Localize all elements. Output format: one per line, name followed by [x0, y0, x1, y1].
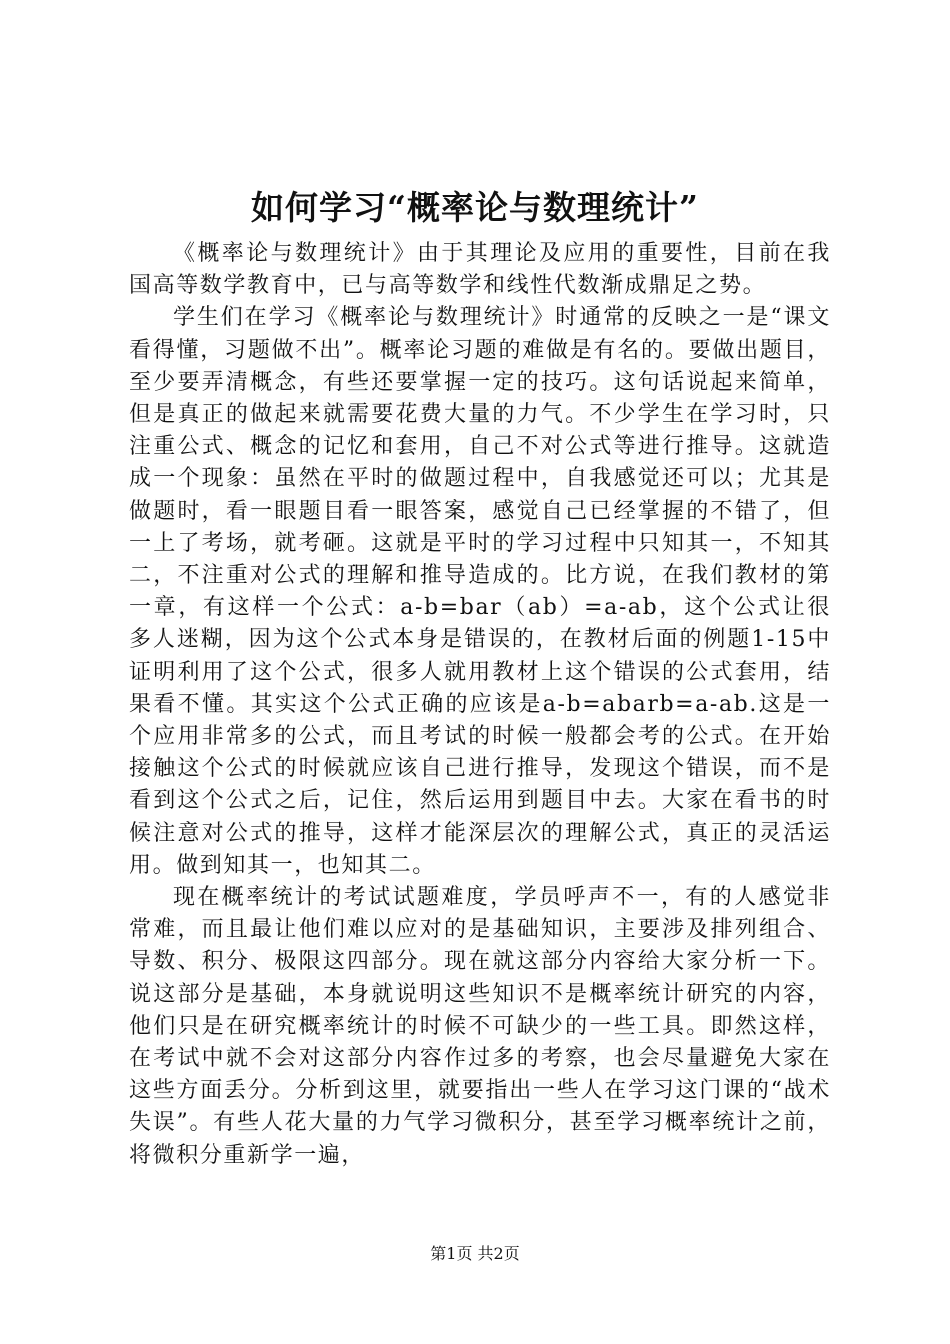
- paragraph-1: 《概率论与数理统计》由于其理论及应用的重要性，目前在我国高等数学教育中，已与高等数学和线性代数渐成鼎足之势。: [129, 241, 831, 299]
- paragraph-2: 学生们在学习《概率论与数理统计》时通常的反映之一是“课文看得懂，习题做不出”。概率论习题的难做是有名的。要做出题目，至少要弄清概念，有些还要掌握一定的技巧。这句话说起来简单，但是真正的做起来就需要花费大量的力气。不少学生在学习时，只注重公式、概念的记忆和套用，自己不对公式等进行推导。这就造成一个现象：虽然在平时的做题过程中，自我感觉还可以；尤其是做题时，看一眼题目看一眼答案，感觉自己已经掌握的不错了，但一上了考场，就考砸。这就是平时的学习过程中只知其一，不知其二，不注重对公式的理解和推导造成的。比方说，在我们教材的第一章，有这样一个公式：a-b=bar（ab）=a-ab，这个公式让很多人迷糊，因为这个公式本身是错误的，在教材后面的例题1-15中证明利用了这个公式，很多人就用教材上这个错误的公式套用，结果看不懂。其实这个公式正确的应该是a-b=abarb=a-ab.这是一个应用非常多的公式，而且考试的时候一般都会考的公式。在开始接触这个公式的时候就应该自己进行推导，发现这个错误，而不是看到这个公式之后，记住，然后运用到题目中去。大家在看书的时候注意对公式的推导，这样才能深层次的理解公式，真正的灵活运用。做到知其一，也知其二。: [129, 305, 831, 878]
- page-footer: 第1页 共2页: [430, 1244, 520, 1263]
- document-title: 如何学习“概率论与数理统计”: [251, 188, 699, 227]
- paragraph-3: 现在概率统计的考试试题难度，学员呼声不一，有的人感觉非常难，而且最让他们难以应对的是基础知识，主要涉及排列组合、导数、积分、极限这四部分。现在就这部分内容给大家分析一下。说这部分是基础，本身就说明这些知识不是概率统计研究的内容，他们只是在研究概率统计的时候不可缺少的一些工具。即然这样，在考试中就不会对这部分内容作过多的考察，也会尽量避免大家在这些方面丢分。分析到这里，就要指出一些人在学习这门课的“战术失误”。有些人花大量的力气学习微积分，甚至学习概率统计之前，将微积分重新学一遍，: [129, 885, 831, 1168]
- document-body: [129, 238, 831, 1172]
